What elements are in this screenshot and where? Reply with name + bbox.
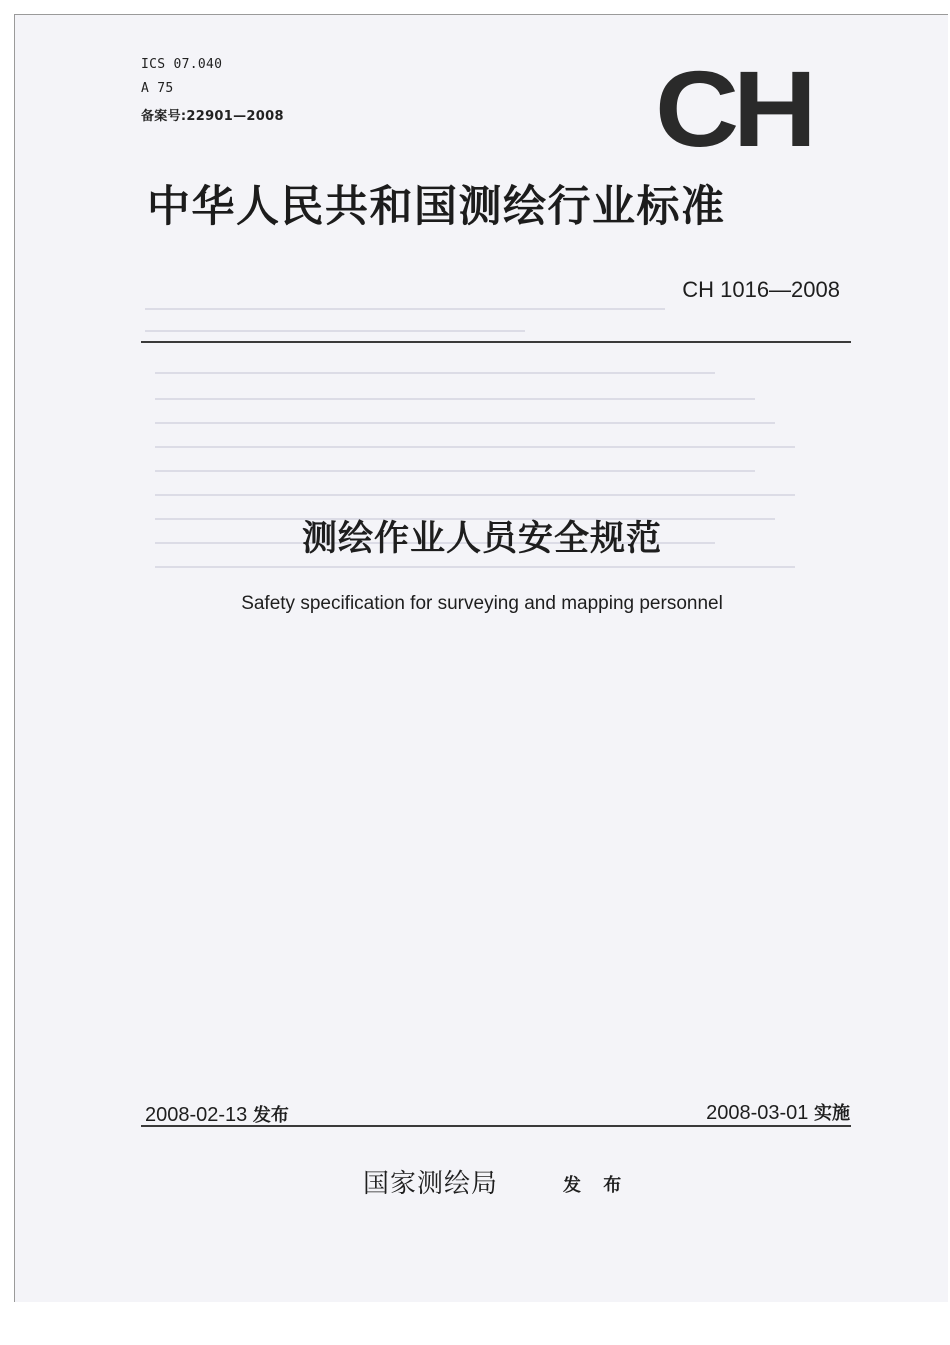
publish-date-value: 2008-02-13: [145, 1104, 248, 1126]
effective-date: [706, 1099, 850, 1125]
publish-date-label: 发布: [252, 1105, 289, 1126]
publish-date: [145, 1101, 289, 1127]
effective-date-label: 实施: [814, 1103, 850, 1124]
document-title-en: Safety specification for surveying and mapping personnel: [241, 593, 723, 614]
record-number: 备案号:22901—2008: [141, 109, 284, 124]
document-title-cn: 测绘作业人员安全规范: [301, 519, 662, 559]
ch-logo: CH: [655, 48, 811, 169]
effective-date-value: 2008-03-01: [706, 1102, 809, 1124]
issuing-authority: 国家测绘局: [363, 1169, 499, 1199]
issuing-verb: 发 布: [563, 1175, 630, 1196]
footer-rule: [141, 1125, 851, 1127]
cover-page: [14, 14, 948, 1302]
standard-title: 中华人民共和国测绘行业标准: [147, 182, 726, 232]
classification-code: A 75: [141, 81, 174, 96]
standard-number: CH 1016—2008: [682, 277, 840, 302]
ics-code: ICS 07.040: [141, 57, 223, 72]
